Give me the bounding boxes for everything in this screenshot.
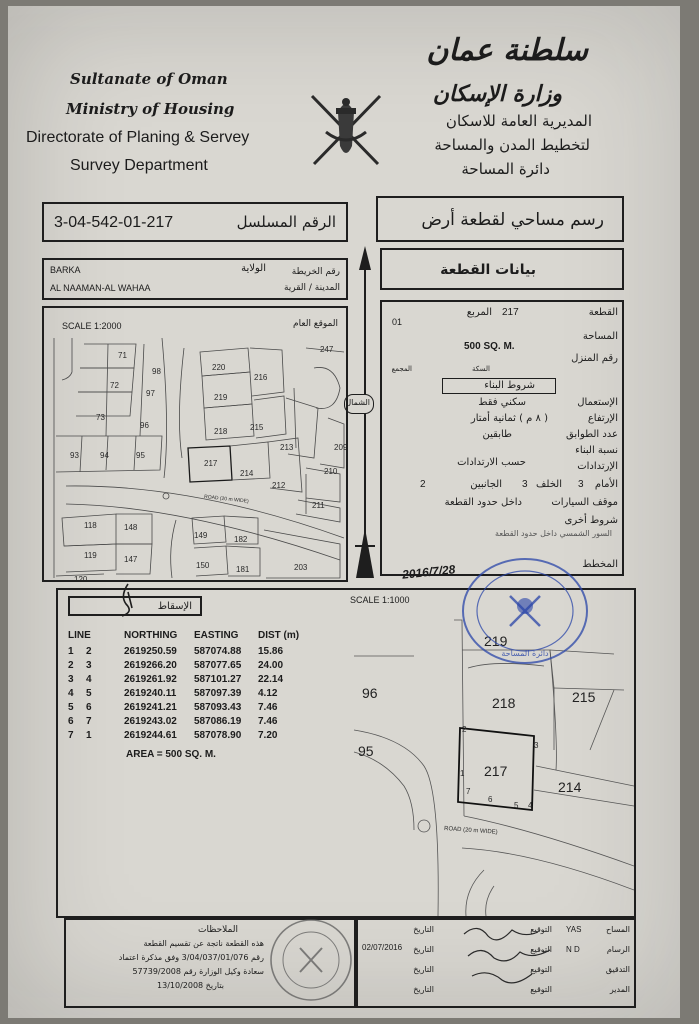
svg-text:181: 181 <box>236 565 250 574</box>
svg-text:220: 220 <box>212 363 226 372</box>
svg-text:149: 149 <box>194 531 208 540</box>
city-value: AL NAAMAN-AL WAHAA <box>50 283 151 293</box>
dist-cell: 22.14 <box>258 674 284 685</box>
usage-value: سكني فقط <box>478 397 526 408</box>
north-label-text: الشمال <box>345 398 370 407</box>
north-label <box>344 394 374 414</box>
serial-label: الرقم المسلسل <box>236 213 336 231</box>
drafter-date-value: 02/07/2016 <box>362 943 403 952</box>
line-to: 3 <box>86 660 92 671</box>
stamp-text: دائرة المساحة <box>501 649 549 658</box>
director-signature-label: التوقيع <box>530 985 552 994</box>
site-map-scale: SCALE 1:2000 <box>62 321 122 331</box>
line-from: 1 <box>68 646 74 657</box>
easting-cell: 587101.27 <box>194 674 242 685</box>
other-value: السور الشمسي داخل حدود القطعة <box>495 529 612 538</box>
svg-text:203: 203 <box>294 563 308 572</box>
survey-sheet <box>8 6 680 1018</box>
signatures-scribble-icon <box>458 922 568 1002</box>
svg-text:182: 182 <box>234 535 248 544</box>
doc-title: رسم مساحي لقطعة أرض <box>421 210 604 230</box>
svg-text:218: 218 <box>214 427 228 436</box>
svg-text:219: 219 <box>214 393 228 402</box>
site-map-drawing <box>44 308 348 582</box>
floors-value: طابقين <box>482 429 512 440</box>
notes-title: الملاحظات <box>198 925 238 935</box>
line-to: 2 <box>86 646 92 657</box>
easting-cell: 587097.39 <box>194 688 242 699</box>
line-from: 7 <box>68 730 74 741</box>
svg-text:118: 118 <box>84 521 97 530</box>
line-from: 4 <box>68 688 74 699</box>
svg-text:211: 211 <box>312 501 325 510</box>
header-en-line1: Sultanate of Oman <box>70 70 228 88</box>
coord-table-row <box>66 702 326 716</box>
handwritten-date: 2016/7/28 <box>401 562 456 582</box>
usage-label: الإستعمال <box>577 397 618 408</box>
coord-table-row <box>66 660 326 674</box>
line-to: 4 <box>86 674 92 685</box>
header-line: LINE <box>68 630 91 641</box>
svg-text:209: 209 <box>334 443 348 452</box>
notes-line2: رقم 3/04/037/01/076 وفق مذكرة اعتماد <box>118 953 264 962</box>
svg-text:247: 247 <box>320 345 334 354</box>
easting-cell: 587074.88 <box>194 646 242 657</box>
site-road-label: ROAD (20 m WIDE) <box>203 494 249 505</box>
svg-text:93: 93 <box>70 451 79 460</box>
plot-label: القطعة <box>588 307 618 318</box>
svg-text:150: 150 <box>196 561 210 570</box>
height-value: ( ٨ م ) ثمانية أمتار <box>470 413 548 424</box>
surveyor-date-label: التاريخ <box>413 925 434 934</box>
svg-text:217: 217 <box>484 763 508 779</box>
northing-cell: 2619241.21 <box>124 702 177 713</box>
header-en-line4: Survey Department <box>70 157 208 174</box>
surveyor-value: YAS <box>566 925 582 934</box>
location-box <box>42 258 348 300</box>
other-label: شروط أخرى <box>564 515 618 526</box>
svg-text:4: 4 <box>528 801 533 810</box>
plot-no: 217 <box>502 307 519 318</box>
coord-table <box>66 630 326 770</box>
dist-cell: 24.00 <box>258 660 284 671</box>
svg-text:72: 72 <box>110 381 119 390</box>
coord-table-row <box>66 674 326 688</box>
northing-cell: 2619250.59 <box>124 646 177 657</box>
header-en-line2: Ministry of Housing <box>66 100 235 118</box>
plot-info-heading <box>380 248 624 290</box>
header-northing: NORTHING <box>124 630 178 641</box>
line-to: 6 <box>86 702 92 713</box>
ratio-label: نسبة البناء <box>575 445 618 456</box>
dist-cell: 7.20 <box>258 730 278 741</box>
svg-text:73: 73 <box>96 413 105 422</box>
front-label: الأمام <box>594 479 618 490</box>
svg-text:215: 215 <box>572 689 596 705</box>
drafter-signature-label: التوقيع <box>530 945 552 954</box>
svg-text:71: 71 <box>118 351 127 360</box>
header-ar-line3: دائرة المساحة <box>461 160 550 178</box>
wilayat-label: الولاية <box>241 263 266 274</box>
surveyor-signature-label: التوقيع <box>530 925 552 934</box>
line-from: 5 <box>68 702 74 713</box>
sides-value: 2 <box>420 479 426 490</box>
drafter-label: الرسام <box>606 945 630 954</box>
coord-table-row <box>66 646 326 660</box>
area-total: AREA = 500 SQ. M. <box>126 749 216 760</box>
svg-text:95: 95 <box>136 451 145 460</box>
north-arrow-icon <box>352 246 378 586</box>
svg-text:214: 214 <box>558 779 582 795</box>
director-label: المدير <box>609 985 630 994</box>
official-stamp-icon <box>460 556 590 666</box>
svg-text:213: 213 <box>280 443 294 452</box>
square-no: 01 <box>392 317 403 327</box>
svg-text:96: 96 <box>140 421 149 430</box>
dist-cell: 7.46 <box>258 716 278 727</box>
building-terms-label: شروط البناء <box>484 380 535 391</box>
svg-text:5: 5 <box>514 801 519 810</box>
coord-table-header <box>66 630 326 644</box>
line-to: 5 <box>86 688 92 699</box>
setbacks-label: الإرتدادات <box>577 461 618 472</box>
easting-cell: 587078.90 <box>194 730 242 741</box>
projection-title: الإسقاط <box>157 601 192 612</box>
svg-text:148: 148 <box>124 523 138 532</box>
plot-info-box <box>380 300 624 576</box>
map-no-label: رقم الخريطة <box>291 267 340 277</box>
svg-text:216: 216 <box>254 373 268 382</box>
svg-text:215: 215 <box>250 423 264 432</box>
svg-text:120: 120 <box>74 575 88 584</box>
site-map-box <box>42 306 348 582</box>
street-label: السكة <box>472 365 490 373</box>
svg-text:218: 218 <box>492 695 516 711</box>
northing-cell: 2619243.02 <box>124 716 177 727</box>
projection-scale: SCALE 1:1000 <box>350 595 410 605</box>
serial-box <box>42 202 348 242</box>
surveyor-label: المساح <box>605 925 630 934</box>
line-to: 1 <box>86 730 92 741</box>
checker-signature-label: التوقيع <box>530 965 552 974</box>
svg-text:219: 219 <box>484 633 508 649</box>
notes-box <box>64 918 356 1008</box>
svg-text:210: 210 <box>324 467 338 476</box>
header-easting: EASTING <box>194 630 239 641</box>
director-date-label: التاريخ <box>413 985 434 994</box>
site-map-title: الموقع العام <box>293 319 338 329</box>
city-label: المدينة / القرية <box>283 283 340 293</box>
line-from: 2 <box>68 660 74 671</box>
floors-label: عدد الطوابق <box>566 429 618 440</box>
wilayat-value: BARKA <box>50 265 81 275</box>
plot-info-heading-text: بيانات القطعة <box>440 262 536 278</box>
line-from: 6 <box>68 716 74 727</box>
svg-text:6: 6 <box>488 795 493 804</box>
header-ar-line2: لتخطيط المدن والمساحة <box>434 136 590 154</box>
square-label: المربع <box>466 307 492 318</box>
oman-emblem-icon <box>306 86 386 182</box>
dist-cell: 15.86 <box>258 646 284 657</box>
svg-text:212: 212 <box>272 481 286 490</box>
header-en-line3: Directorate of Planing & Servey <box>26 129 250 146</box>
line-from: 3 <box>68 674 74 685</box>
svg-text:147: 147 <box>124 555 138 564</box>
svg-text:97: 97 <box>146 389 155 398</box>
height-label: الإرتفاع <box>587 413 618 424</box>
northing-cell: 2619261.92 <box>124 674 177 685</box>
front-value: 3 <box>578 479 584 490</box>
svg-text:94: 94 <box>100 451 109 460</box>
svg-text:217: 217 <box>204 459 218 468</box>
parking-value: داخل حدود القطعة <box>444 497 522 508</box>
area-label: المساحة <box>582 331 618 342</box>
easting-cell: 587093.43 <box>194 702 242 713</box>
building-terms-box <box>442 378 556 394</box>
svg-text:1: 1 <box>460 769 465 778</box>
notes-line3: سعادة وكيل الوزارة رقم 57739/2008 <box>132 967 264 976</box>
complex-label: المجمع <box>391 365 412 373</box>
dist-cell: 7.46 <box>258 702 278 713</box>
checker-date-label: التاريخ <box>413 965 434 974</box>
line-to: 7 <box>86 716 92 727</box>
notes-line4: بتاريخ 13/10/2008 <box>157 981 224 990</box>
parking-label: موقف السيارات <box>551 497 618 508</box>
easting-cell: 587077.65 <box>194 660 242 671</box>
svg-text:96: 96 <box>362 685 378 701</box>
northing-cell: 2619266.20 <box>124 660 177 671</box>
svg-text:214: 214 <box>240 469 254 478</box>
scheme-label: المخطط <box>582 559 618 570</box>
back-value: 3 <box>522 479 528 490</box>
header-ar-line1: المديرية العامة للاسكان <box>445 112 592 130</box>
dist-cell: 4.12 <box>258 688 278 699</box>
drafter-date-label: التاريخ <box>413 945 434 954</box>
coord-table-row <box>66 730 326 744</box>
header-ar-logo2: وزارة الإسكان <box>432 82 562 107</box>
northing-cell: 2619240.11 <box>124 688 177 699</box>
notes-stamp-icon <box>266 914 356 1006</box>
house-no-label: رقم المنزل <box>571 353 618 364</box>
checker-label: التدقيق <box>605 965 630 974</box>
svg-text:95: 95 <box>358 743 374 759</box>
svg-text:7: 7 <box>466 787 471 796</box>
northing-cell: 2619244.61 <box>124 730 177 741</box>
back-label: الخلف <box>536 479 562 490</box>
coord-table-row <box>66 716 326 730</box>
svg-text:98: 98 <box>152 367 161 376</box>
signoff-box <box>356 918 636 1008</box>
header-dist: DIST (m) <box>258 630 300 641</box>
coord-table-row <box>66 688 326 702</box>
drafter-value: N D <box>566 945 580 954</box>
setbacks-value: حسب الارتدادات <box>457 457 526 468</box>
sides-label: الجانبين <box>470 479 502 490</box>
projection-road-label: ROAD (20 m WIDE) <box>443 826 498 836</box>
notes-line1: هذه القطعة ناتجة عن تقسيم القطعة <box>143 939 264 948</box>
doc-title-box <box>376 196 624 242</box>
area-value: 500 SQ. M. <box>464 341 515 352</box>
signature-mark-icon <box>116 582 140 618</box>
serial-number: 3-04-542-01-217 <box>54 214 174 231</box>
svg-text:119: 119 <box>84 551 97 560</box>
easting-cell: 587086.19 <box>194 716 242 727</box>
svg-text:3: 3 <box>534 741 539 750</box>
svg-text:2: 2 <box>462 725 467 734</box>
header-ar-logo: سلطنة عمان <box>426 33 588 68</box>
